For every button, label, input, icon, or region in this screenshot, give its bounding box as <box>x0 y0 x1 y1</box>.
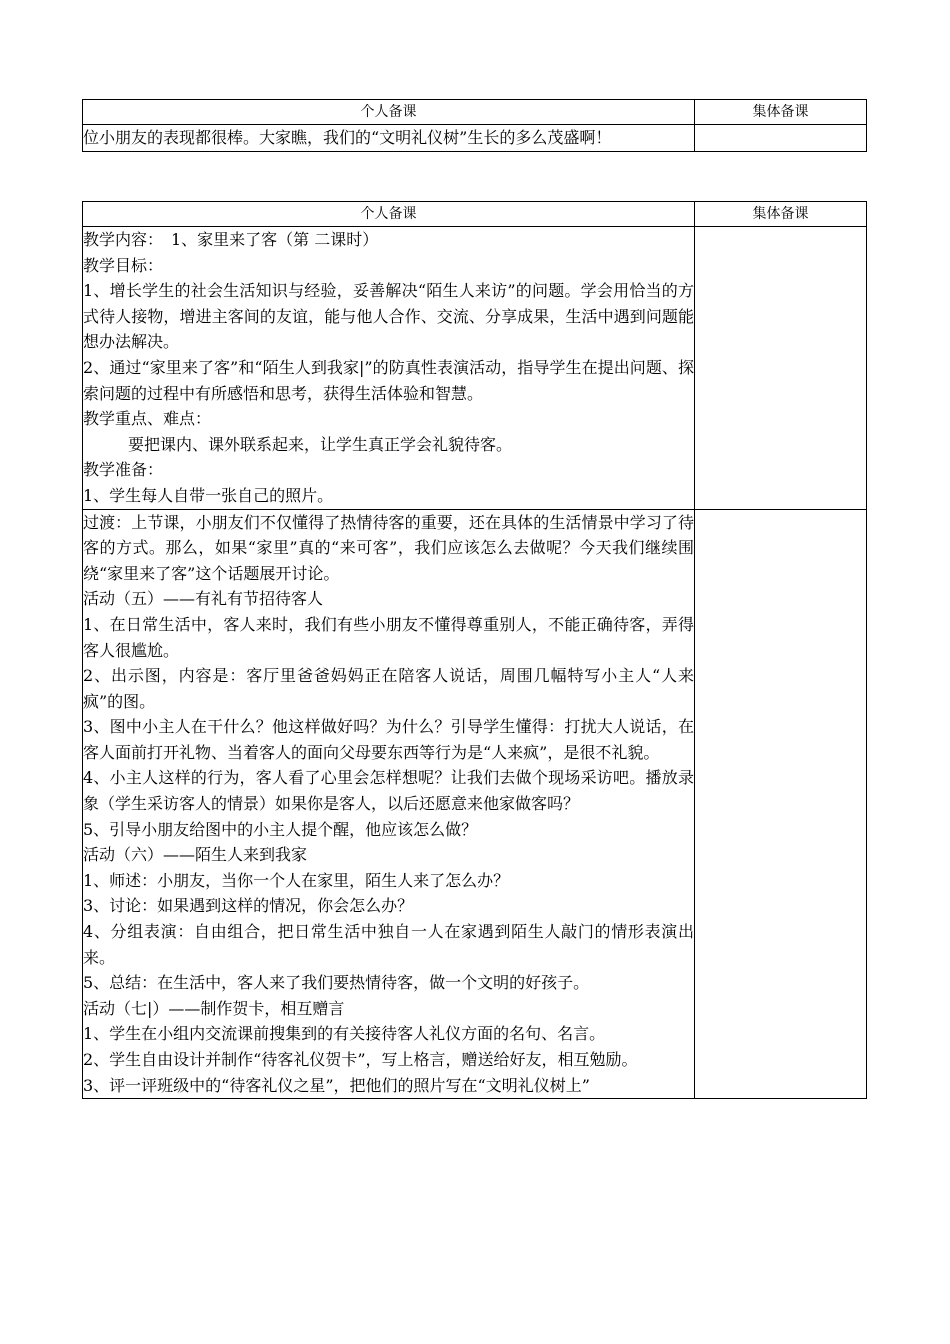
transition-paragraph: 过渡：上节课，小朋友们不仅懂得了热情待客的重要，还在具体的生活情景中学习了待客的方式。那么，如果“家里”真的“来可客”，我们应该怎么去做呢？今天我们继续围绕“家里来了客”这个话题展开讨论。 <box>83 512 694 583</box>
activity-step: 3、讨论：如果遇到这样的情况，你会怎么办？ <box>83 896 414 916</box>
header-group-prep: 集体备课 <box>695 202 867 227</box>
group-prep-empty-cell <box>695 509 867 1099</box>
preparation-heading: 教学准备： <box>83 460 164 480</box>
activity-step: 5、引导小朋友给图中的小主人提个醒，他应该怎么做？ <box>83 819 478 839</box>
lesson-plan-content <box>83 227 695 510</box>
objective-item: 2、通过“家里来了客”和“陌生人到我家|”的防真性表演活动，指导学生在提出问题、探索问题的过程中有所感悟和思考，获得生活体验和智慧。 <box>83 357 694 403</box>
activity-step: 1、在日常生活中，客人来时，我们有些小朋友不懂得尊重别人，不能正确待客，弄得客人很尴尬。 <box>83 614 694 660</box>
activity-step: 4、分组表演：自由组合，把日常生活中独自一人在家遇到陌生人敲门的情形表演出来。 <box>83 922 694 967</box>
lesson-plan-row <box>83 227 867 510</box>
objective-item: 1、增长学生的社会生活知识与经验，妥善解决“陌生人来访”的问题。学会用恰当的方式待人接物，增进主客间的友谊，能与他人合作、交流、分享成果，生活中遇到问题能想办法解决。 <box>83 281 694 352</box>
activities-row <box>83 509 867 1099</box>
activity-step: 2、出示图，内容是：客厅里爸爸妈妈正在陪客人说话，周围几幅特写小主人“人来疯”的图。 <box>83 666 694 711</box>
activity-step: 5、总结：在生活中，客人来了我们要热情待客，做一个文明的好孩子。 <box>83 973 590 993</box>
key-points-heading: 教学重点、难点： <box>83 409 212 429</box>
lesson-table-main <box>82 201 867 1099</box>
header-group-prep: 集体备课 <box>695 100 867 125</box>
activity-step: 3、评一评班级中的“待客礼仪之星”，把他们的照片写在“文明礼仪树上” <box>83 1075 590 1095</box>
teaching-content-line: 教学内容： 1、家里来了客（第 二课时） <box>83 230 379 249</box>
activity-heading: 活动（五）——有礼有节招待客人 <box>83 589 324 609</box>
activity-step: 3、图中小主人在干什么？他这样做好吗？为什么？引导学生懂得：打扰大人说话，在客人面前打开礼物、当着客人的面向父母要东西等行为是“人来疯”，是很不礼貌。 <box>83 717 694 762</box>
activity-step: 1、师述：小朋友，当你一个人在家里，陌生人来了怎么办？ <box>83 870 510 890</box>
key-points-text: 要把课内、课外联系起来，让学生真正学会礼貌待客。 <box>128 434 513 454</box>
objectives-heading: 教学目标： <box>83 255 164 275</box>
header-personal-prep: 个人备课 <box>83 202 695 227</box>
preparation-item: 1、学生每人自带一张自己的照片。 <box>83 485 334 505</box>
group-prep-empty-cell <box>695 125 867 152</box>
activity-heading: 活动（六）——陌生人来到我家 <box>83 845 308 865</box>
lesson-table-continued <box>82 99 867 152</box>
table-header-row <box>83 100 867 125</box>
activity-step: 1、学生在小组内交流课前搜集到的有关接待客人礼仪方面的名句、名言。 <box>83 1024 606 1044</box>
activity-heading: 活动（七|）——制作贺卡，相互赠言 <box>83 998 345 1018</box>
activities-content <box>83 509 695 1099</box>
activity-step: 2、学生自由设计并制作“待客礼仪贺卡”，写上格言，赠送给好友，相互勉励。 <box>83 1050 638 1069</box>
paragraph: 位小朋友的表现都很棒。大家瞧，我们的“文明礼仪树”生长的多么茂盛啊！ <box>83 128 612 147</box>
table-body-row <box>83 125 867 152</box>
header-personal-prep: 个人备课 <box>83 100 695 125</box>
personal-prep-content <box>83 125 695 152</box>
table-header-row <box>83 202 867 227</box>
group-prep-empty-cell <box>695 227 867 510</box>
activity-step: 4、小主人这样的行为，客人看了心里会怎样想呢？让我们去做个现场采访吧。播放录象（学生采访客人的情景）如果你是客人，以后还愿意来他家做客吗？ <box>83 768 694 814</box>
